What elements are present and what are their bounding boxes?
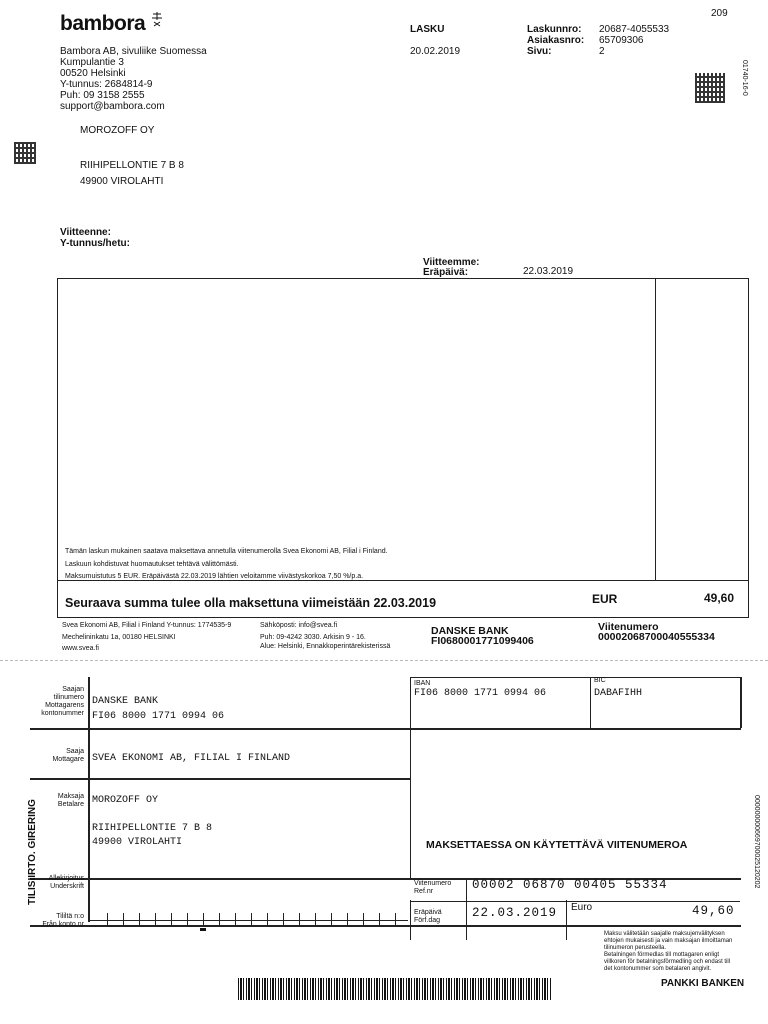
must-use-ref: MAKSETTAESSA ON KÄYTETTÄVÄ VIITENUMEROA <box>426 839 688 851</box>
recipient-street: RIIHIPELLONTIE 7 B 8 <box>80 160 184 171</box>
sender-postal: 00520 Helsinki <box>60 68 126 79</box>
invoice-no-label: Laskunnro: <box>527 24 582 35</box>
from-account-mark <box>200 928 206 931</box>
ref-label: Viitenumero Ref.nr <box>414 880 452 895</box>
customer-no-label: Asiakasnro: <box>527 35 585 46</box>
payment-barcode <box>238 978 552 1000</box>
giro-side-label: TILISIIRTO. GIRERING <box>27 799 38 905</box>
right-code: 000000000669700025120202 <box>753 795 760 889</box>
page-number: 209 <box>711 8 728 19</box>
page-value: 2 <box>599 46 605 57</box>
from-account-field[interactable] <box>92 913 404 925</box>
bambora-logo: bambora <box>60 12 164 36</box>
sender-name: Bambora AB, sivuliike Suomessa <box>60 46 207 57</box>
bic-label: BIC <box>594 677 606 684</box>
summary-text: Seuraava summa tulee olla maksettuna viimeistään 22.03.2019 <box>65 596 437 610</box>
footer-ref-title: Viitenumero <box>598 621 659 633</box>
iban-label: IBAN <box>414 680 431 687</box>
giro-payer-city: 49900 VIROLAHTI <box>92 837 183 848</box>
your-ref-label: Viitteenne: <box>60 227 111 238</box>
footer-bank-iban: FI0680001771099406 <box>431 635 534 647</box>
our-ref-label: Viitteemme: <box>423 257 480 268</box>
doc-type: LASKU <box>410 24 445 35</box>
invoice-date: 20.02.2019 <box>410 46 461 57</box>
recipient-account-label: Saajan tilinumero Mottagarens kontonummer <box>41 686 84 717</box>
recipient-label: Saaja Mottagare <box>52 748 84 763</box>
giro-recipient: SVEA EKONOMI AB, FILIAL I FINLAND <box>92 753 291 764</box>
sender-ytunnus: Y-tunnus: 2684814-9 <box>60 79 153 90</box>
sender-email: support@bambora.com <box>60 101 165 112</box>
from-account-label: Tililtä n:o Från konto nr <box>42 913 84 928</box>
summary-currency: EUR <box>592 592 618 606</box>
side-code: 01740-16-0 <box>741 60 748 96</box>
logo-mark-icon <box>150 12 164 30</box>
footer-company: Svea Ekonomi AB, Filial i Finland Y-tunnus: 1774535-9 <box>62 622 232 629</box>
giro-account: FI06 8000 1771 0994 06 <box>92 711 225 722</box>
summary-amount: 49,60 <box>704 591 735 605</box>
giro-ref-number: 00002 06870 00405 55334 <box>472 878 668 892</box>
notice-line3: Maksumuistutus 5 EUR. Eräpäivästä 22.03.2019 lähtien veloitamme viivästyskorkoa 7,50 %/p.a. <box>65 573 364 580</box>
business-id-label: Y-tunnus/hetu: <box>60 238 130 249</box>
giro-iban: FI06 8000 1771 0994 06 <box>414 688 547 699</box>
giro-payer-street: RIIHIPELLONTIE 7 B 8 <box>92 823 213 834</box>
footer-web: www.svea.fi <box>62 645 99 652</box>
sender-block <box>60 46 207 112</box>
giro-bic: DABAFIHH <box>594 688 643 699</box>
notice-line2: Laskuun kohdistuvat huomautukset tehtävä välittömästi. <box>65 561 239 568</box>
giro-amount: 49,60 <box>692 904 735 918</box>
euro-label: Euro <box>571 902 593 913</box>
footer-bank-name: DANSKE BANK <box>431 625 509 637</box>
footer-address: Mechelininkatu 1a, 00180 HELSINKI <box>62 634 176 641</box>
notice-line1: Tämän laskun mukainen saatava maksettava annetulla viitenumerolla Svea Ekonomi AB, Filial i Finland. <box>65 548 388 555</box>
signature-label: Allekirjoitus Underskrift <box>48 875 84 890</box>
datamatrix-code-small-icon <box>14 142 36 164</box>
bank-footer: PANKKI BANKEN <box>661 978 745 989</box>
invoice-no: 20687-4055533 <box>599 24 670 35</box>
footer-phone: Puh: 09-4242 3030. Arkisin 9 - 16. <box>260 634 366 641</box>
giro-payer-name: MOROZOFF OY <box>92 795 159 806</box>
page-label: Sivu: <box>527 46 552 57</box>
footer-register: Alue: Helsinki, Ennakkoperintärekisterissä <box>260 643 391 650</box>
recipient-name: MOROZOFF OY <box>80 125 155 136</box>
giro-due-label: Eräpäivä Förf.dag <box>414 909 442 924</box>
recipient-city: 49900 VIROLAHTI <box>80 176 164 187</box>
tear-line <box>0 660 768 661</box>
customer-no: 65709306 <box>599 35 644 46</box>
payment-terms: Maksu välitetään saajalle maksujenvälityksen ehtojen mukaisesti ja vain maksajan ilmoittaman tilinumeron perusteella. Betalningen förmedlas till mottagaren enligt villkoren för betalningsförmedling och endast till det kontonummer som betalaren angivit. <box>604 931 733 972</box>
giro-bank-name: DANSKE BANK <box>92 696 159 707</box>
footer-ref-number: 00002068700040555334 <box>598 631 715 643</box>
due-date: 22.03.2019 <box>523 266 574 277</box>
footer-email: Sähköposti: info@svea.fi <box>260 622 338 629</box>
datamatrix-code-icon <box>695 73 725 103</box>
due-label: Eräpäivä: <box>423 267 469 278</box>
giro-due-date: 22.03.2019 <box>472 906 558 920</box>
payer-label: Maksaja Betalare <box>57 793 84 808</box>
sender-phone: Puh: 09 3158 2555 <box>60 90 145 101</box>
sender-street: Kumpulantie 3 <box>60 57 124 68</box>
